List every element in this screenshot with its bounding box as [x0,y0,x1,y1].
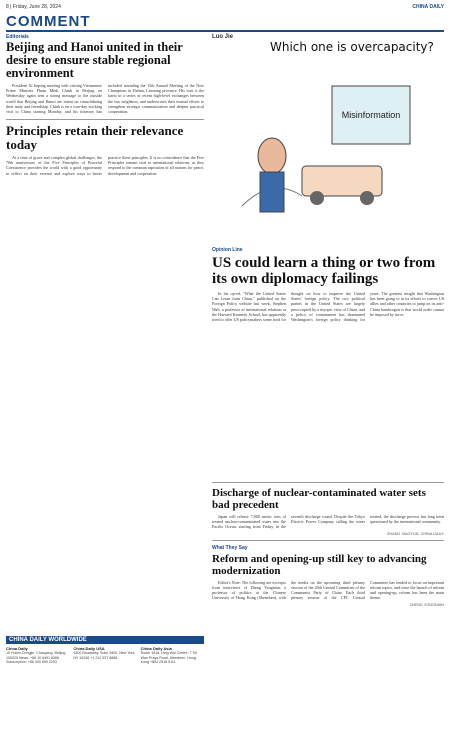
opinion-headline: US could learn a thing or two from its own diplomacy failings [212,255,436,287]
editorial-headline-2: Principles retain their relevance today [6,122,184,152]
editorials-kicker: Editorials [6,34,29,40]
editorials [6,34,204,176]
divider [212,482,444,483]
footer [6,636,204,665]
footer-col: China Daily 15 Huixin Dongjie, Chaoyang, Beijing 100029 News: +86 10 6491 8366 Subscription: +86 400 699 0203 [6,646,66,665]
editorial-body-1: President Xi Jinping meeting with visiting Vietnamese Prime Minister Pham Minh Chinh in Beijing on Wednesday again sent a strong message to the outside world that Beijing and Hanoi are intent on consolidating their unity and friendship. Chinh is on a four-day working visit to China starting Monday, and his itinerary has included attending the 15th Annual Meeting of the New Champions in Dalian, Liaoning province. His visit is the latest in a series of recent high-level exchanges between the two neighbors, and underscores their mutual efforts to strengthen strategic communication and deepen practical cooperation. [6,83,204,115]
discharge-body: Japan will release 7,800 metric tons of treated nuclear-contaminated water into the Pacific Ocean, starting from Friday, in the seventh discharge round. Despite the Tokyo Electric Power Company calling the water treated, the discharge process has long been questioned by the international community. [212,514,444,530]
cartoon-caption: Which one is overcapacity? [270,40,434,54]
whatsay-body: Editor's Note: The following are excerpts from interviews of Zheng Yongnian, a professor of politics at the Chinese University of Hong Kong (Shenzhen), with the media on the upcoming third plenary session of the 20th Central Committee of the Communist Party of China. Each third plenary session of the CPC Central Committee has tended to focus on important reform topics, and since the launch of reform and opening-up, reform has been the main theme. [212,579,444,601]
section-banner [6,11,444,32]
footer-title: CHINA DAILY WORLDWIDE [6,636,204,644]
footer-col: China Daily USA 1500 Broadway, Suite 2800, New York, NY 10036 +1 212 537 8888 [73,646,136,660]
cartoon-illustration [212,56,444,256]
editorial-body-2: At a time of grave and complex global challenges, the 70th anniversary of the Five Principles of Peaceful Coexistence provides the world with a good opportunity to reflect on their essence and explore ways to better practice these principles. It is no coincidence that the Five Principles remain vital to international relations, as they respond to the common aspiration of all nations for peace, development and cooperation. [6,154,204,176]
divider [212,540,444,541]
opinion-kicker: Opinion Line [212,247,243,253]
divider [6,119,204,120]
discharge-article [212,478,444,607]
editorial-headline-1: Beijing and Hanoi united in their desire to ensure stable regional environment [6,40,183,80]
footer-col: China Daily Asia Room 1818, Hing Wai Centre, 7 Tin Wan Praya Road, Aberdeen, Hong Kong +852 2518 5111 [140,646,198,665]
cartoon-label: Misinformation [341,110,401,120]
cartoon-author: Luo Jie [212,34,234,40]
whatsay-kicker: What They Say [212,544,248,551]
cartoon [212,34,444,244]
page-date: 8 | Friday, June 28, 2024 [6,4,61,10]
section-title: COMMENT [6,13,91,30]
footer-grid [6,647,204,665]
opinion-body: In his op-ed, "What the United States Can Learn from China," published on the Foreign Policy website last week, Stephen Walt, a professor of international relations at the Harvard Kennedy School, has apparently tried to offer US policymakers some food for thought on how to improve the United States' foreign policy. The two political parties in the United States are largely preoccupied by a myopic view of China, and a policy of containment has dominated Washington's foreign policy thinking for years. The greatest insight that Washington has been going to in its efforts to coerce US allies and other countries to jump on its anti-China bandwagon is that world order cannot be imposed by force. [212,291,444,323]
whatsay-headline: Reform and opening-up still key to advancing modernization [212,552,427,577]
paper-name: CHINA DAILY [412,4,444,10]
discharge-headline: Discharge of nuclear-contaminated water sets bad precedent [212,487,426,511]
opinion-article [212,247,444,322]
discharge-byline: ZHANG XIAOYUN, CHINA DAILY [387,531,444,536]
whatsay-byline: ZHENG YONGNIAN [409,602,444,607]
